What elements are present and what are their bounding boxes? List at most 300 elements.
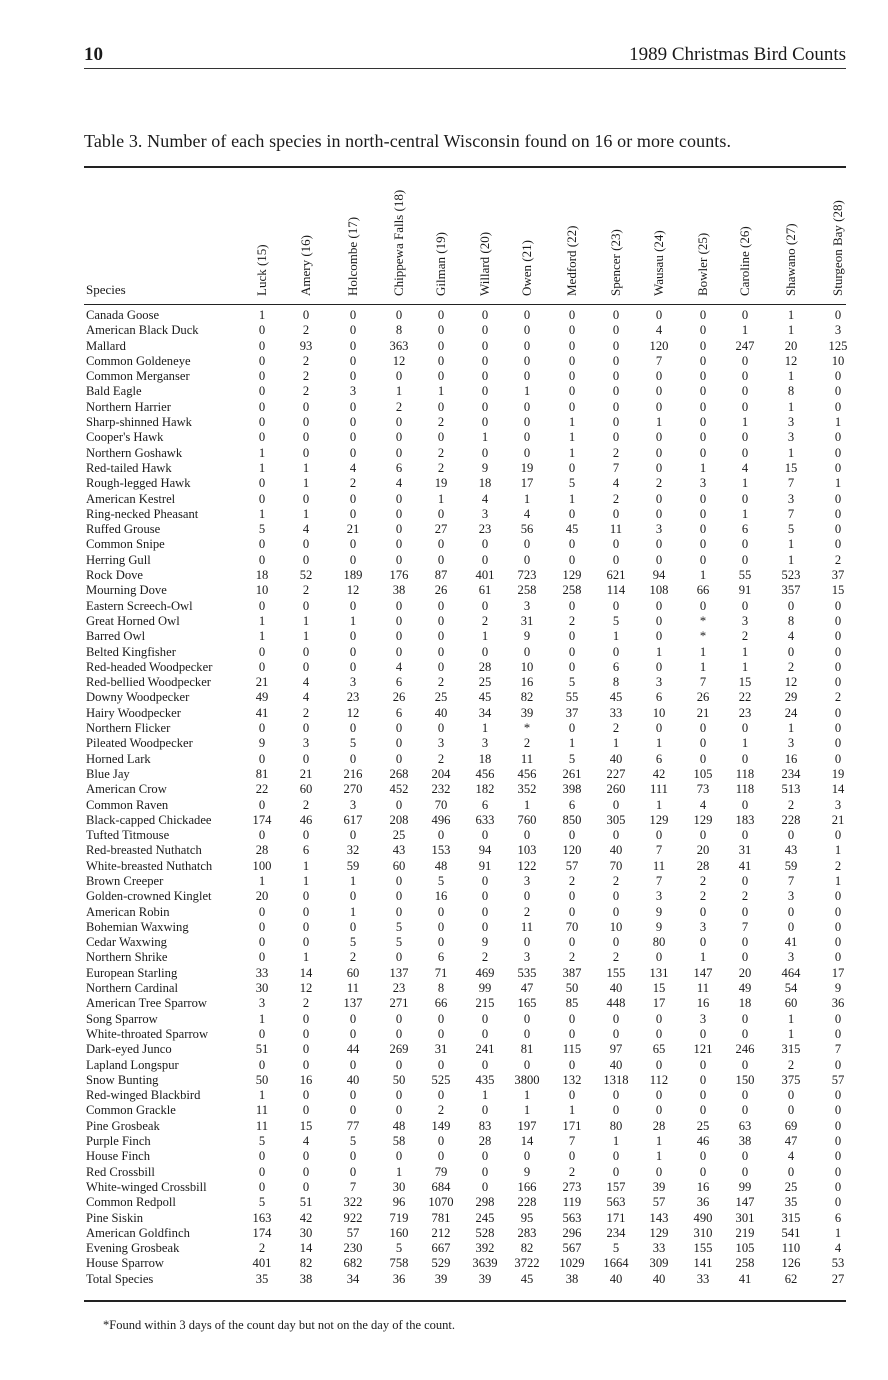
- count-cell: 40: [609, 751, 623, 766]
- count-cell: 4: [787, 1149, 795, 1164]
- count-cell: 5: [258, 1134, 266, 1149]
- count-cell: 0: [699, 338, 707, 353]
- count-cell: 51: [299, 1195, 313, 1210]
- count-cell: 31: [738, 843, 752, 858]
- count-cell: 28: [478, 659, 492, 674]
- count-cell: 42: [299, 1210, 313, 1225]
- count-cell: 0: [699, 369, 707, 384]
- count-cell: 0: [523, 445, 531, 460]
- count-cell: 0: [699, 323, 707, 338]
- count-cell: 0: [258, 1057, 266, 1072]
- count-cell: 0: [834, 1011, 842, 1026]
- count-cell: 118: [735, 766, 755, 781]
- count-cell: 0: [834, 308, 842, 322]
- table-row: [0, 1088, 888, 1103]
- count-cell: 456: [517, 766, 537, 781]
- count-cell: 0: [612, 415, 620, 430]
- species-name: Red Crossbill: [86, 1164, 155, 1179]
- count-cell: 0: [568, 399, 576, 414]
- count-cell: 8: [787, 384, 795, 399]
- count-cell: 166: [517, 1179, 537, 1194]
- species-name: Black-capped Chickadee: [86, 812, 212, 827]
- table-row: [0, 813, 888, 828]
- count-cell: 1: [568, 736, 576, 751]
- count-cell: 41: [784, 935, 798, 950]
- count-cell: 34: [478, 705, 492, 720]
- count-cell: 0: [349, 721, 357, 736]
- count-cell: 0: [612, 338, 620, 353]
- count-cell: 7: [655, 873, 663, 888]
- count-cell: 401: [475, 568, 495, 583]
- table-row: [0, 323, 888, 338]
- count-cell: 452: [389, 782, 409, 797]
- count-cell: 7: [787, 873, 795, 888]
- count-cell: 9: [523, 1164, 531, 1179]
- table-row: [0, 1134, 888, 1149]
- count-cell: 1: [302, 858, 310, 873]
- count-cell: 315: [781, 1210, 801, 1225]
- count-cell: 0: [523, 1149, 531, 1164]
- count-cell: 3: [834, 323, 842, 338]
- count-cell: 1: [655, 1149, 663, 1164]
- count-cell: 0: [834, 935, 842, 950]
- count-cell: 115: [562, 1042, 582, 1057]
- count-cell: 4: [395, 476, 403, 491]
- count-cell: 0: [395, 736, 403, 751]
- count-cell: 529: [431, 1256, 451, 1271]
- count-cell: 57: [831, 1072, 845, 1087]
- count-cell: 22: [255, 782, 269, 797]
- count-cell: 38: [565, 1271, 579, 1286]
- count-cell: 0: [481, 1164, 489, 1179]
- count-cell: 22: [738, 690, 752, 705]
- count-cell: 0: [568, 935, 576, 950]
- count-cell: 1: [481, 1088, 489, 1103]
- count-cell: 3: [349, 797, 357, 812]
- species-name: American Tree Sparrow: [86, 996, 208, 1011]
- count-cell: 0: [349, 1011, 357, 1026]
- count-cell: 0: [437, 629, 445, 644]
- count-cell: 0: [523, 399, 531, 414]
- count-cell: 7: [655, 843, 663, 858]
- count-cell: 0: [258, 430, 266, 445]
- count-cell: 0: [834, 1026, 842, 1041]
- count-cell: 0: [481, 598, 489, 613]
- count-cell: 0: [437, 935, 445, 950]
- count-cell: 2: [787, 1057, 795, 1072]
- count-cell: 24: [784, 705, 798, 720]
- count-cell: 3: [699, 919, 707, 934]
- count-cell: 45: [609, 690, 623, 705]
- count-cell: 0: [834, 1164, 842, 1179]
- count-cell: 6: [612, 659, 620, 674]
- count-cell: 0: [612, 537, 620, 552]
- count-cell: 0: [437, 721, 445, 736]
- count-cell: 5: [568, 751, 576, 766]
- count-cell: 0: [568, 506, 576, 521]
- count-cell: 0: [481, 1179, 489, 1194]
- count-cell: 617: [343, 812, 363, 827]
- count-cell: 0: [258, 476, 266, 491]
- count-cell: 0: [395, 629, 403, 644]
- species-name: Belted Kingfisher: [86, 644, 176, 659]
- count-cell: 3: [834, 797, 842, 812]
- count-cell: 49: [255, 690, 269, 705]
- count-cell: 1: [655, 797, 663, 812]
- count-cell: 121: [693, 1042, 713, 1057]
- count-cell: 0: [395, 552, 403, 567]
- count-cell: 122: [517, 858, 537, 873]
- count-cell: 0: [655, 308, 663, 322]
- count-cell: 1: [349, 613, 357, 628]
- count-cell: 464: [781, 965, 801, 980]
- count-cell: 6: [741, 522, 749, 537]
- count-cell: 0: [349, 751, 357, 766]
- count-cell: 0: [481, 919, 489, 934]
- count-cell: 1: [655, 1134, 663, 1149]
- count-cell: 0: [523, 415, 531, 430]
- species-name: Purple Finch: [86, 1134, 151, 1149]
- count-cell: 0: [395, 751, 403, 766]
- count-cell: 0: [349, 308, 357, 322]
- count-cell: 4: [302, 675, 310, 690]
- species-name: American Crow: [86, 782, 167, 797]
- count-cell: 2: [302, 797, 310, 812]
- count-cell: 398: [562, 782, 582, 797]
- count-cell: 46: [299, 812, 313, 827]
- count-cell: 17: [831, 965, 845, 980]
- count-cell: 0: [655, 369, 663, 384]
- count-cell: 0: [395, 613, 403, 628]
- count-cell: 0: [437, 338, 445, 353]
- count-cell: 93: [299, 338, 313, 353]
- count-cell: 0: [612, 1164, 620, 1179]
- count-cell: 1: [699, 460, 707, 475]
- count-cell: 0: [741, 828, 749, 843]
- count-cell: 59: [784, 858, 798, 873]
- count-cell: 0: [523, 644, 531, 659]
- count-cell: 2: [523, 736, 531, 751]
- count-cell: 448: [606, 996, 626, 1011]
- count-cell: 129: [649, 1225, 669, 1240]
- count-cell: 3: [655, 889, 663, 904]
- count-cell: 0: [612, 399, 620, 414]
- count-cell: 73: [696, 782, 710, 797]
- column-header-label: Medford (22): [564, 225, 579, 296]
- count-cell: 48: [392, 1118, 406, 1133]
- count-cell: 0: [302, 1011, 310, 1026]
- count-cell: 0: [481, 415, 489, 430]
- count-cell: 0: [258, 659, 266, 674]
- count-cell: 17: [652, 996, 666, 1011]
- count-cell: 119: [562, 1195, 582, 1210]
- table-row: [0, 400, 888, 415]
- count-cell: 47: [784, 1134, 798, 1149]
- count-cell: 4: [523, 506, 531, 521]
- count-cell: 0: [481, 1057, 489, 1072]
- count-cell: 2: [349, 950, 357, 965]
- count-cell: 0: [699, 506, 707, 521]
- count-cell: 1: [302, 476, 310, 491]
- count-cell: 401: [252, 1256, 272, 1271]
- count-cell: 5: [349, 935, 357, 950]
- count-cell: 0: [741, 537, 749, 552]
- count-cell: 0: [834, 384, 842, 399]
- count-cell: 91: [738, 583, 752, 598]
- count-cell: 1: [655, 736, 663, 751]
- count-cell: 0: [258, 399, 266, 414]
- count-cell: 40: [609, 981, 623, 996]
- count-cell: 6: [437, 950, 445, 965]
- count-cell: 258: [735, 1256, 755, 1271]
- count-cell: 0: [395, 644, 403, 659]
- count-cell: 0: [258, 537, 266, 552]
- table-row: [0, 1073, 888, 1088]
- count-cell: 0: [258, 415, 266, 430]
- count-cell: 0: [523, 369, 531, 384]
- count-cell: 0: [437, 659, 445, 674]
- count-cell: 4: [395, 659, 403, 674]
- table-row: [0, 1241, 888, 1256]
- table-row: [0, 629, 888, 644]
- count-cell: 8: [787, 613, 795, 628]
- count-cell: 0: [523, 1011, 531, 1026]
- count-cell: 39: [478, 1271, 492, 1286]
- count-cell: 4: [349, 460, 357, 475]
- count-cell: 363: [389, 338, 409, 353]
- count-cell: 147: [693, 965, 713, 980]
- species-name: Mourning Dove: [86, 583, 167, 598]
- count-cell: 2: [302, 996, 310, 1011]
- count-cell: 0: [568, 629, 576, 644]
- count-cell: 0: [258, 904, 266, 919]
- count-cell: 0: [699, 353, 707, 368]
- table-row: [0, 950, 888, 965]
- count-cell: 1: [655, 415, 663, 430]
- count-cell: 204: [431, 766, 451, 781]
- count-cell: 197: [517, 1118, 537, 1133]
- table-row: [0, 859, 888, 874]
- count-cell: 105: [693, 766, 713, 781]
- count-cell: 87: [434, 568, 448, 583]
- table-top-rule: [84, 166, 846, 168]
- table-row: [0, 507, 888, 522]
- count-cell: 40: [434, 705, 448, 720]
- count-cell: 1: [655, 644, 663, 659]
- count-cell: 0: [258, 919, 266, 934]
- count-cell: 2: [787, 659, 795, 674]
- count-cell: 4: [302, 1134, 310, 1149]
- count-cell: 0: [349, 415, 357, 430]
- species-name: House Finch: [86, 1149, 151, 1164]
- count-cell: 0: [481, 1011, 489, 1026]
- count-cell: 1: [349, 873, 357, 888]
- count-cell: 1: [523, 491, 531, 506]
- count-cell: 0: [655, 399, 663, 414]
- table-row: [0, 1272, 888, 1287]
- count-cell: 7: [612, 460, 620, 475]
- count-cell: 94: [652, 568, 666, 583]
- count-cell: 0: [481, 904, 489, 919]
- count-cell: 567: [562, 1241, 582, 1256]
- count-cell: 758: [389, 1256, 409, 1271]
- count-cell: 49: [738, 981, 752, 996]
- count-cell: 0: [568, 323, 576, 338]
- count-cell: 0: [655, 506, 663, 521]
- count-cell: 621: [606, 568, 626, 583]
- count-cell: 1: [302, 950, 310, 965]
- table-row: [0, 339, 888, 354]
- running-title: 1989 Christmas Bird Counts: [629, 44, 846, 65]
- species-name: Eastern Screech-Owl: [86, 598, 193, 613]
- count-cell: 36: [831, 996, 845, 1011]
- count-cell: 171: [562, 1118, 582, 1133]
- count-cell: 0: [741, 904, 749, 919]
- count-cell: 85: [565, 996, 579, 1011]
- count-cell: 0: [699, 1072, 707, 1087]
- count-cell: 23: [738, 705, 752, 720]
- count-cell: 182: [475, 782, 495, 797]
- count-cell: 36: [696, 1195, 710, 1210]
- count-cell: 0: [349, 537, 357, 552]
- count-cell: 0: [481, 644, 489, 659]
- count-cell: 0: [302, 644, 310, 659]
- count-cell: 155: [606, 965, 626, 980]
- count-cell: 0: [395, 491, 403, 506]
- count-cell: 0: [481, 369, 489, 384]
- count-cell: 0: [741, 1011, 749, 1026]
- count-cell: 70: [609, 858, 623, 873]
- count-cell: 3: [787, 736, 795, 751]
- count-cell: 0: [834, 736, 842, 751]
- count-cell: 0: [302, 552, 310, 567]
- count-cell: 3: [523, 873, 531, 888]
- count-cell: 1: [699, 950, 707, 965]
- count-cell: 2: [258, 1241, 266, 1256]
- count-cell: 110: [781, 1241, 801, 1256]
- count-cell: 1: [787, 323, 795, 338]
- count-cell: 0: [834, 537, 842, 552]
- count-cell: 125: [828, 338, 848, 353]
- count-cell: 0: [437, 369, 445, 384]
- count-cell: 850: [562, 812, 582, 827]
- count-cell: 0: [612, 1149, 620, 1164]
- count-cell: 81: [255, 766, 269, 781]
- count-cell: 0: [349, 889, 357, 904]
- count-cell: 14: [831, 782, 845, 797]
- count-cell: 2: [741, 889, 749, 904]
- count-cell: 0: [612, 1088, 620, 1103]
- count-cell: 10: [520, 659, 534, 674]
- count-cell: 0: [258, 751, 266, 766]
- count-cell: 25: [434, 690, 448, 705]
- count-cell: 28: [478, 1134, 492, 1149]
- table-row: [0, 981, 888, 996]
- count-cell: 1070: [428, 1195, 454, 1210]
- count-cell: 0: [741, 1026, 749, 1041]
- count-cell: 0: [568, 1011, 576, 1026]
- count-cell: 30: [299, 1225, 313, 1240]
- count-cell: 0: [349, 353, 357, 368]
- column-header-label: Spencer (23): [608, 229, 623, 296]
- count-cell: 3: [302, 736, 310, 751]
- count-cell: 0: [395, 415, 403, 430]
- count-cell: 0: [612, 797, 620, 812]
- count-cell: 1: [741, 476, 749, 491]
- species-name: White-breasted Nuthatch: [86, 858, 213, 873]
- count-cell: 0: [568, 1057, 576, 1072]
- count-cell: 8: [437, 981, 445, 996]
- count-cell: 0: [437, 1026, 445, 1041]
- count-cell: 0: [349, 1149, 357, 1164]
- count-cell: 7: [699, 675, 707, 690]
- table-row: [0, 721, 888, 736]
- count-cell: 66: [696, 583, 710, 598]
- count-cell: 0: [834, 1179, 842, 1194]
- count-cell: 0: [258, 1026, 266, 1041]
- count-cell: 0: [612, 384, 620, 399]
- count-cell: 0: [612, 935, 620, 950]
- species-name: Downy Woodpecker: [86, 690, 190, 705]
- count-cell: 147: [735, 1195, 755, 1210]
- count-cell: 0: [481, 1149, 489, 1164]
- count-cell: 219: [735, 1225, 755, 1240]
- species-name: Horned Lark: [86, 751, 151, 766]
- count-cell: 2: [699, 889, 707, 904]
- count-cell: 3: [699, 476, 707, 491]
- count-cell: 0: [834, 598, 842, 613]
- count-cell: 27: [434, 522, 448, 537]
- count-cell: 0: [699, 491, 707, 506]
- count-cell: 309: [649, 1256, 669, 1271]
- count-cell: 3: [699, 1011, 707, 1026]
- count-cell: 283: [517, 1225, 537, 1240]
- table-row: [0, 660, 888, 675]
- count-cell: 0: [523, 308, 531, 322]
- count-cell: 1: [741, 323, 749, 338]
- count-cell: 12: [346, 583, 360, 598]
- count-cell: 7: [787, 506, 795, 521]
- count-cell: 10: [831, 353, 845, 368]
- count-cell: 0: [349, 1164, 357, 1179]
- count-cell: 39: [434, 1271, 448, 1286]
- table-row: [0, 1256, 888, 1271]
- count-cell: 1: [787, 552, 795, 567]
- count-cell: 55: [738, 568, 752, 583]
- count-cell: 1: [523, 1103, 531, 1118]
- count-cell: 48: [434, 858, 448, 873]
- count-cell: 2: [349, 476, 357, 491]
- count-cell: 2: [302, 369, 310, 384]
- table-row: [0, 828, 888, 843]
- count-cell: 60: [346, 965, 360, 980]
- count-cell: 0: [302, 1088, 310, 1103]
- count-cell: 0: [481, 1103, 489, 1118]
- count-cell: 215: [475, 996, 495, 1011]
- count-cell: 1: [612, 1134, 620, 1149]
- count-cell: 216: [343, 766, 363, 781]
- count-cell: 6: [655, 690, 663, 705]
- count-cell: 60: [392, 858, 406, 873]
- count-cell: 0: [437, 399, 445, 414]
- count-cell: 1: [699, 659, 707, 674]
- count-cell: 2: [437, 460, 445, 475]
- column-header-label: Willard (20): [477, 231, 492, 296]
- species-name: Bald Eagle: [86, 384, 142, 399]
- count-cell: 212: [431, 1225, 451, 1240]
- count-cell: 1: [258, 613, 266, 628]
- count-cell: 1: [302, 629, 310, 644]
